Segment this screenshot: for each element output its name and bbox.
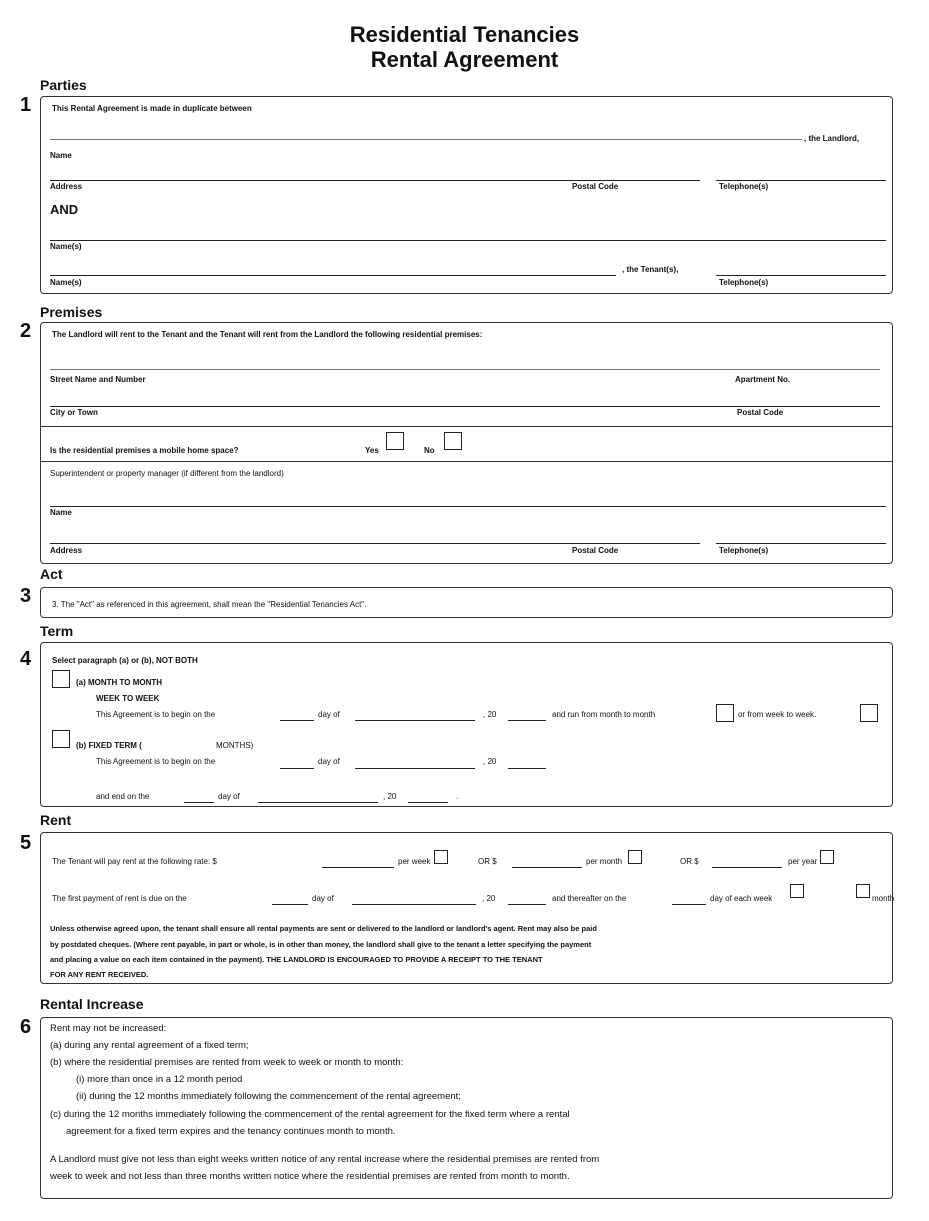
- rent-per-year-checkbox[interactable]: [820, 850, 834, 864]
- and-text: AND: [50, 202, 79, 217]
- rent-per-week-checkbox[interactable]: [434, 850, 448, 864]
- term-a-day-blank[interactable]: [280, 720, 314, 721]
- term-b-begin: This Agreement is to begin on the: [96, 757, 216, 766]
- tenant-telephone-line[interactable]: [716, 275, 886, 276]
- premises-box: [40, 322, 893, 564]
- term-month-checkbox[interactable]: [716, 704, 734, 722]
- rent-per-week: per week: [398, 857, 431, 866]
- term-select-text: Select paragraph (a) or (b), NOT BOTH: [52, 656, 198, 665]
- rent-per-year: per year: [788, 857, 818, 866]
- rent-first-payment: The first payment of rent is due on the: [52, 894, 187, 903]
- apartment-label: Apartment No.: [735, 375, 791, 384]
- increase-line-9: week to week and not less than three months written notice where the residential premises are rented from month to month.: [50, 1171, 570, 1182]
- street-label: Street Name and Number: [50, 375, 146, 384]
- the-landlord-text: , the Landlord,: [804, 134, 860, 143]
- rent-pay-at: The Tenant will pay rent at the following rate: $: [52, 857, 217, 866]
- rent-first-day-blank[interactable]: [272, 904, 308, 905]
- increase-line-4: (i) more than once in a 12 month period: [76, 1074, 243, 1085]
- yes-label: Yes: [365, 446, 379, 455]
- term-a-run-from: and run from month to month: [552, 710, 656, 719]
- term-a-year-blank[interactable]: [508, 720, 546, 721]
- premises-divider-1: [40, 426, 893, 427]
- increase-line-5: (ii) during the 12 months immediately following the commencement of the rental agreement;: [76, 1091, 461, 1102]
- mobile-yes-checkbox[interactable]: [386, 432, 404, 450]
- rent-day-of: day of: [312, 894, 334, 903]
- term-b-month-blank[interactable]: [355, 768, 475, 769]
- super-telephone-label: Telephone(s): [719, 546, 769, 555]
- increase-line-1: Rent may not be increased:: [50, 1023, 167, 1034]
- super-name-label: Name: [50, 508, 72, 517]
- name-label: Name: [50, 151, 72, 160]
- tenant-name-line-2[interactable]: [50, 275, 616, 276]
- tenant-names-label-1: Name(s): [50, 242, 82, 251]
- rent-notice-1: Unless otherwise agreed upon, the tenant shall ensure all rental payments are sent or delivered to the landlord or landlord's agent. Rent may also be paid: [50, 924, 597, 933]
- mobile-no-checkbox[interactable]: [444, 432, 462, 450]
- increase-line-3: (b) where the residential premises are rented from week to week or month to month:: [50, 1057, 404, 1068]
- rent-first-year-blank[interactable]: [508, 904, 546, 905]
- landlord-name-line[interactable]: [50, 139, 802, 140]
- term-b-day-of: day of: [318, 757, 340, 766]
- tenant-name-line-1[interactable]: [50, 240, 886, 241]
- super-address-label: Address: [50, 546, 83, 555]
- premises-intro: The Landlord will rent to the Tenant and the Tenant will rent from the Landlord the following residential premises:: [52, 330, 483, 339]
- address-label: Address: [50, 182, 83, 191]
- section-label-premises: Premises: [40, 304, 103, 320]
- term-a-label: (a) MONTH TO MONTH: [76, 678, 163, 687]
- section-label-act: Act: [40, 566, 63, 582]
- term-b-year-blank[interactable]: [508, 768, 546, 769]
- section-number-3: 3: [20, 585, 32, 607]
- document-subtitle: Rental Agreement: [370, 47, 559, 72]
- street-line[interactable]: [50, 369, 880, 370]
- rent-thereafter: and thereafter on the: [552, 894, 627, 903]
- term-end-month-blank[interactable]: [258, 802, 378, 803]
- term-end-on: and end on the: [96, 792, 150, 801]
- term-a-begin: This Agreement is to begin on the: [96, 710, 216, 719]
- term-fixed-checkbox[interactable]: [52, 730, 70, 748]
- section-number-1: 1: [20, 94, 32, 116]
- premises-divider-2: [40, 461, 893, 462]
- rent-notice-2: by postdated cheques. (Where rent payable, in part or whole, is in other than money, the landlord shall give to the tenant a letter specifying the payment: [50, 940, 592, 949]
- rent-each-week-checkbox[interactable]: [790, 884, 804, 898]
- act-text: 3. The "Act" as referenced in this agreement, shall mean the "Residential Tenancies Act".: [52, 600, 367, 609]
- rent-per-month-checkbox[interactable]: [628, 850, 642, 864]
- document-title: Residential Tenancies: [349, 22, 580, 47]
- section-label-rental-increase: Rental Increase: [40, 996, 144, 1012]
- section-label-rent: Rent: [40, 812, 72, 828]
- term-or-week: or from week to week.: [738, 710, 817, 719]
- term-week-checkbox[interactable]: [860, 704, 878, 722]
- premises-postal-label: Postal Code: [737, 408, 784, 417]
- superintendent-label: Superintendent or property manager (if different from the landlord): [50, 469, 284, 478]
- super-postal-label: Postal Code: [572, 546, 619, 555]
- increase-line-6: (c) during the 12 months immediately following the commencement of the rental agreement for the fixed term where a rental: [50, 1109, 570, 1120]
- section-number-2: 2: [20, 320, 32, 342]
- term-end-twenty: , 20: [383, 792, 397, 801]
- no-label: No: [424, 446, 435, 455]
- term-week-label: WEEK TO WEEK: [96, 694, 160, 703]
- parties-intro: This Rental Agreement is made in duplicate between: [52, 104, 252, 113]
- parties-box: [40, 96, 893, 294]
- mobile-home-question: Is the residential premises a mobile home space?: [50, 446, 239, 455]
- tenant-names-label-2: Name(s): [50, 278, 82, 287]
- section-label-parties: Parties: [40, 77, 87, 93]
- landlord-address-line[interactable]: [50, 180, 700, 181]
- rent-or-2: OR $: [680, 857, 699, 866]
- rent-month-label: month: [872, 894, 895, 903]
- city-label: City or Town: [50, 408, 98, 417]
- rent-or-1: OR $: [478, 857, 497, 866]
- term-end-day-of: day of: [218, 792, 240, 801]
- telephone-label: Telephone(s): [719, 182, 769, 191]
- rent-first-month-blank[interactable]: [352, 904, 476, 905]
- increase-line-2: (a) during any rental agreement of a fixed term;: [50, 1040, 249, 1051]
- rent-per-month: per month: [586, 857, 623, 866]
- term-box: [40, 642, 893, 807]
- the-tenant-text: , the Tenant(s),: [622, 265, 679, 274]
- section-number-6: 6: [20, 1016, 32, 1038]
- rent-thereafter-day-blank[interactable]: [672, 904, 706, 905]
- super-telephone-line[interactable]: [716, 543, 886, 544]
- super-name-line[interactable]: [50, 506, 886, 507]
- increase-line-8: A Landlord must give not less than eight weeks written notice of any rental increase where the residential premises are rented from: [50, 1154, 600, 1165]
- landlord-telephone-line[interactable]: [716, 180, 886, 181]
- rent-yearly-blank[interactable]: [712, 867, 782, 868]
- term-a-day-of: day of: [318, 710, 340, 719]
- rent-day-of-each: day of each week: [710, 894, 773, 903]
- term-month-to-month-checkbox[interactable]: [52, 670, 70, 688]
- rent-each-month-checkbox[interactable]: [856, 884, 870, 898]
- rent-notice-3: and placing a value on each item contained in the payment). THE LANDLORD IS ENCOURAGED TO PROVIDE A RECEIPT TO THE TENANT: [50, 955, 543, 964]
- term-b-twenty: , 20: [483, 757, 497, 766]
- section-number-4: 4: [20, 648, 32, 670]
- term-end-day-blank[interactable]: [184, 802, 214, 803]
- term-a-twenty: , 20: [483, 710, 497, 719]
- section-number-5: 5: [20, 832, 32, 854]
- term-a-month-blank[interactable]: [355, 720, 475, 721]
- term-end-year-blank[interactable]: [408, 802, 448, 803]
- rent-monthly-blank[interactable]: [512, 867, 582, 868]
- term-b-day-blank[interactable]: [280, 768, 314, 769]
- tenant-telephone-label: Telephone(s): [719, 278, 769, 287]
- term-b-label: (b) FIXED TERM (: [76, 741, 142, 750]
- rent-twenty: , 20: [482, 894, 496, 903]
- term-end-period: .: [456, 792, 459, 801]
- rent-weekly-blank[interactable]: [322, 867, 394, 868]
- section-label-term: Term: [40, 623, 74, 639]
- city-line[interactable]: [50, 406, 880, 407]
- postal-code-label: Postal Code: [572, 182, 619, 191]
- super-address-line[interactable]: [50, 543, 700, 544]
- rent-notice-4: FOR ANY RENT RECEIVED.: [50, 970, 149, 979]
- term-b-months: MONTHS): [216, 741, 254, 750]
- increase-line-7: agreement for a fixed term expires and the tenancy continues month to month.: [66, 1126, 396, 1137]
